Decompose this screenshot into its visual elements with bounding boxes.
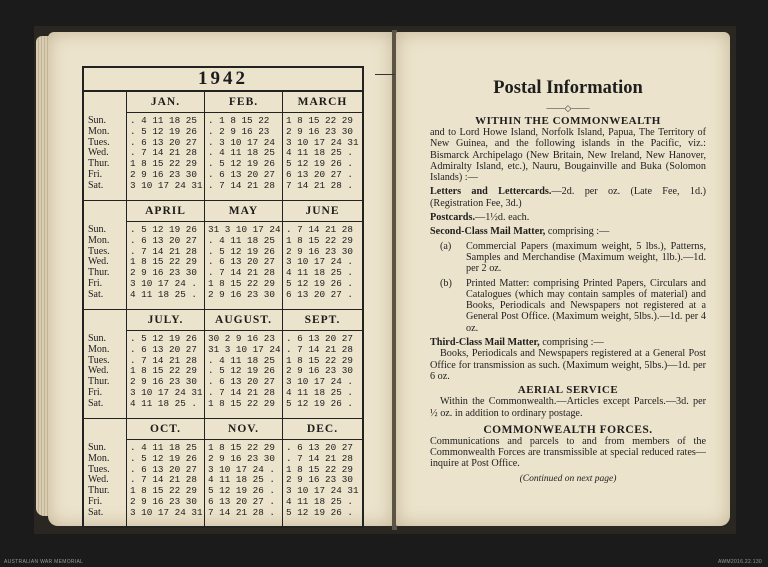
weekday-labels (84, 310, 127, 418)
week-dates-row: . 4 11 18 25 (130, 442, 197, 453)
week-dates-row: 1 8 15 22 29 (286, 354, 353, 366)
month-block (283, 201, 362, 309)
week-dates-row: . 4 11 18 25 (130, 115, 197, 126)
week-dates-row: 30 2 9 16 23 (208, 333, 275, 344)
weekday-label: Sun. (88, 224, 107, 235)
week-dates-row: . 6 13 20 27 (208, 168, 275, 180)
week-dates-row: 31 3 10 17 24 (208, 224, 281, 235)
month-name: MAY (205, 201, 282, 222)
week-dates-row: 1 8 15 22 29 (130, 485, 197, 497)
week-dates-row: . 6 13 20 27 (208, 376, 275, 388)
month-block (283, 419, 362, 527)
week-dates-row: . 7 14 21 28 (286, 224, 353, 235)
week-dates-row: 1 8 15 22 29 (286, 234, 353, 246)
week-dates-row: 3 10 17 24 31 (130, 179, 203, 191)
week-dates-row: 3 10 17 24 . (130, 277, 197, 289)
week-dates-row: . 7 14 21 28 (130, 245, 197, 257)
week-dates-row: 2 9 16 23 30 (130, 376, 197, 388)
week-dates-row: . 4 11 18 25 (208, 147, 275, 159)
month-name: NOV. (205, 419, 282, 440)
item-b (430, 278, 706, 334)
weekday-label: Mon. (88, 452, 110, 464)
aerial-heading: AERIAL SERVICE (517, 384, 619, 397)
week-dates-row: 4 11 18 25 . (130, 397, 197, 409)
weekday-label: Mon. (88, 234, 110, 246)
weekday-label: Sun. (88, 333, 107, 344)
footer-accession: AWM2016.22.130 (717, 559, 762, 565)
week-dates-row: 1 8 15 22 29 (208, 397, 275, 409)
item-b-text: Printed Matter: comprising Printed Papers, Circulars and Catalogues (which may contain samples of material) and Books, Periodicals and Newspapers not registered at a General Post Office. (Maximum weight, 5lbs.).—1d. per 4 oz. (466, 277, 706, 334)
week-dates-row: . 7 14 21 28 (130, 354, 197, 366)
week-dates-row: 5 12 19 26 . (286, 397, 353, 409)
weekday-label: Mon. (88, 343, 110, 355)
month-block (127, 201, 205, 309)
weekday-label: Thur. (88, 485, 110, 497)
week-dates-row: 3 10 17 24 . (286, 256, 353, 268)
weekday-label: Sat. (88, 506, 104, 518)
week-dates-row: 6 13 20 27 . (286, 288, 353, 300)
month-block (127, 419, 205, 527)
month-name: DEC. (283, 419, 362, 440)
week-dates-row: 5 12 19 26 . (286, 277, 353, 289)
week-dates-row: 3 10 17 24 31 (286, 136, 359, 148)
week-dates-row: 4 11 18 25 . (130, 288, 197, 300)
calendar-quarter (84, 92, 362, 201)
week-dates-row: 2 9 16 23 30 (130, 267, 197, 279)
weekday-label: Mon. (88, 125, 110, 137)
weekday-labels (84, 92, 127, 200)
week-dates-row: 5 12 19 26 . (286, 158, 353, 170)
week-dates-row: 4 11 18 25 . (286, 495, 353, 507)
week-dates-row: 4 11 18 25 . (286, 267, 353, 279)
calendar-quarter (84, 310, 362, 419)
weekday-label: Fri. (88, 495, 103, 507)
third-class-text: comprising :— (539, 337, 604, 349)
weekday-label: Thur. (88, 267, 110, 279)
commonwealth-text: and to Lord Howe Island, Norfolk Island, Papua, The Territory of New Guinea, and the following islands in the Pacific, viz.: Bismarck Archipelago (New Britain, New Ireland, New Hanover, Admiralty Island, etc.), Nauru, Bougainville and Buka (Solomon Islands) :— (430, 127, 706, 184)
month-name: MARCH (283, 92, 362, 113)
weekday-label: Wed. (88, 474, 109, 486)
weekday-label: Fri. (88, 386, 103, 398)
third-class-body: Books, Periodicals and Newspapers registered at a General Post Office for transmission as such. (Maximum weight, 5lbs.)—1d. per 6 oz. (430, 348, 706, 382)
week-dates-row: . 1 8 15 22 (208, 115, 270, 126)
week-dates-row: . 5 12 19 26 (208, 245, 275, 257)
week-dates-row: 1 8 15 22 29 (208, 442, 275, 453)
week-dates-row: 2 9 16 23 30 (286, 474, 353, 486)
month-name: JULY. (127, 310, 204, 331)
week-dates-row: 2 9 16 23 30 (286, 245, 353, 257)
weekday-label: Tues. (88, 136, 110, 148)
continued-note: (Continued on next page) (519, 473, 617, 484)
week-dates-row: 2 9 16 23 30 (208, 452, 275, 464)
calendar-1942 (82, 66, 364, 528)
week-dates-row: 4 11 18 25 . (286, 386, 353, 398)
week-dates-row: . 6 13 20 27 (208, 256, 275, 268)
item-a-tag: (a) (440, 240, 452, 252)
weekday-labels (84, 201, 127, 309)
week-dates-row: 1 8 15 22 29 (286, 463, 353, 475)
month-name: JAN. (127, 92, 204, 113)
item-a-text: Commercial Papers (maximum weight, 5 lbs.), Patterns, Samples and Merchandise (Maximum weight, 1lb.).—1d. per 2 oz. (466, 240, 706, 275)
weekday-label: Fri. (88, 277, 103, 289)
week-dates-row: 1 8 15 22 29 (130, 158, 197, 170)
week-dates-row: 6 13 20 27 . (286, 168, 353, 180)
week-dates-row: . 5 12 19 26 (208, 365, 275, 377)
week-dates-row: 7 14 21 28 . (208, 506, 275, 518)
postcards-text: —1½d. each. (475, 212, 530, 224)
week-dates-row: . 5 12 19 26 (208, 158, 275, 170)
letters-text: —2d. per oz. (Late Fee, 1d.) (Registration Fee, 3d.) (430, 186, 707, 209)
week-dates-row: 5 12 19 26 . (286, 506, 353, 518)
week-dates-row: . 7 14 21 28 (130, 147, 197, 159)
weekday-label: Wed. (88, 365, 109, 377)
weekday-labels (84, 419, 127, 527)
week-dates-row: 3 10 17 24 31 (130, 386, 203, 398)
weekday-label: Sun. (88, 115, 107, 126)
week-dates-row: 2 9 16 23 30 (130, 495, 197, 507)
month-block (127, 92, 205, 200)
week-dates-row: 4 11 18 25 . (208, 474, 275, 486)
postcards-paragraph (430, 212, 706, 223)
week-dates-row: . 7 14 21 28 (208, 386, 275, 398)
week-dates-row: . 7 14 21 28 (286, 452, 353, 464)
week-dates-row: 2 9 16 23 30 (208, 288, 275, 300)
week-dates-row: 4 11 18 25 . (286, 147, 353, 159)
postcards-label: Postcards. (430, 212, 475, 224)
second-class-label: Second-Class Mail Matter, (430, 226, 546, 238)
week-dates-row: . 5 12 19 26 (130, 125, 197, 137)
week-dates-row: 5 12 19 26 . (208, 485, 275, 497)
month-block (283, 92, 362, 200)
item-b-tag: (b) (440, 277, 452, 289)
week-dates-row: 6 13 20 27 . (208, 495, 275, 507)
week-dates-row: . 5 12 19 26 (130, 452, 197, 464)
week-dates-row: 2 9 16 23 30 (286, 125, 353, 137)
weekday-label: Wed. (88, 147, 109, 159)
item-a (430, 241, 706, 275)
third-class-label: Third-Class Mail Matter, (430, 337, 540, 349)
weekday-label: Sun. (88, 442, 107, 453)
week-dates-row: . 5 12 19 26 (130, 224, 197, 235)
month-name: JUNE (283, 201, 362, 222)
week-dates-row: . 6 13 20 27 (130, 136, 197, 148)
week-dates-row: . 6 13 20 27 (130, 343, 197, 355)
aerial-text: Within the Commonwealth.—Articles except Parcels.—3d. per ½ oz. in addition to ordinary postage. (430, 396, 706, 419)
week-dates-row: 2 9 16 23 30 (286, 365, 353, 377)
calendar-quarter (84, 419, 362, 527)
weekday-label: Thur. (88, 376, 110, 388)
week-dates-row: . 6 13 20 27 (130, 234, 197, 246)
week-dates-row: . 6 13 20 27 (286, 442, 353, 453)
month-block (205, 419, 283, 527)
header-rule (375, 74, 395, 75)
month-block (205, 310, 283, 418)
ornament-divider: ——◇—— (546, 103, 590, 113)
month-name: AUGUST. (205, 310, 282, 331)
weekday-label: Thur. (88, 158, 110, 170)
week-dates-row: 1 8 15 22 29 (208, 277, 275, 289)
footer-credit: AUSTRALIAN WAR MEMORIAL (4, 559, 84, 565)
postal-title: Postal Information (493, 78, 643, 98)
month-block (205, 92, 283, 200)
letters-label: Letters and Lettercards. (430, 186, 552, 198)
week-dates-row: . 3 10 17 24 (208, 136, 275, 148)
week-dates-row: . 7 14 21 28 (130, 474, 197, 486)
week-dates-row: 3 10 17 24 . (286, 376, 353, 388)
calendar-year: 1942 (84, 68, 362, 92)
weekday-label: Wed. (88, 256, 109, 268)
postal-information (430, 78, 706, 484)
weekday-label: Tues. (88, 245, 110, 257)
calendar-quarter (84, 201, 362, 310)
week-dates-row: 2 9 16 23 30 (130, 168, 197, 180)
week-dates-row: 1 8 15 22 29 (130, 365, 197, 377)
week-dates-row: . 7 14 21 28 (286, 343, 353, 355)
month-block (283, 310, 362, 418)
commonwealth-heading: WITHIN THE COMMONWEALTH (475, 115, 661, 127)
week-dates-row: . 5 12 19 26 (130, 333, 197, 344)
week-dates-row: . 2 9 16 23 (208, 125, 270, 137)
week-dates-row: 7 14 21 28 . (286, 179, 353, 191)
letters-paragraph (430, 186, 706, 209)
weekday-label: Sat. (88, 288, 104, 300)
week-dates-row: . 6 13 20 27 (286, 333, 353, 344)
weekday-label: Tues. (88, 463, 110, 475)
forces-heading: COMMONWEALTH FORCES. (483, 423, 653, 436)
second-class-paragraph (430, 226, 706, 237)
week-dates-row: . 4 11 18 25 (208, 354, 275, 366)
month-block (205, 201, 283, 309)
week-dates-row: 31 3 10 17 24 (208, 343, 281, 355)
month-name: APRIL (127, 201, 204, 222)
third-class-paragraph (430, 337, 706, 348)
week-dates-row: 3 10 17 24 31 (130, 506, 203, 518)
month-block (127, 310, 205, 418)
weekday-label: Tues. (88, 354, 110, 366)
week-dates-row: 1 8 15 22 29 (130, 256, 197, 268)
forces-text: Communications and parcels to and from members of the Commonwealth Forces are transmissible at special reduced rates—inquire at Post Office. (430, 435, 706, 470)
week-dates-row: . 7 14 21 28 (208, 267, 275, 279)
week-dates-row: . 4 11 18 25 (208, 234, 275, 246)
week-dates-row: . 6 13 20 27 (130, 463, 197, 475)
week-dates-row: 3 10 17 24 . (208, 463, 275, 475)
month-name: FEB. (205, 92, 282, 113)
second-class-text: comprising :— (545, 226, 610, 238)
week-dates-row: . 7 14 21 28 (208, 179, 275, 191)
month-name: OCT. (127, 419, 204, 440)
month-name: SEPT. (283, 310, 362, 331)
week-dates-row: 3 10 17 24 31 (286, 485, 359, 497)
weekday-label: Fri. (88, 168, 103, 180)
weekday-label: Sat. (88, 397, 104, 409)
weekday-label: Sat. (88, 179, 104, 191)
week-dates-row: 1 8 15 22 29 (286, 115, 353, 126)
